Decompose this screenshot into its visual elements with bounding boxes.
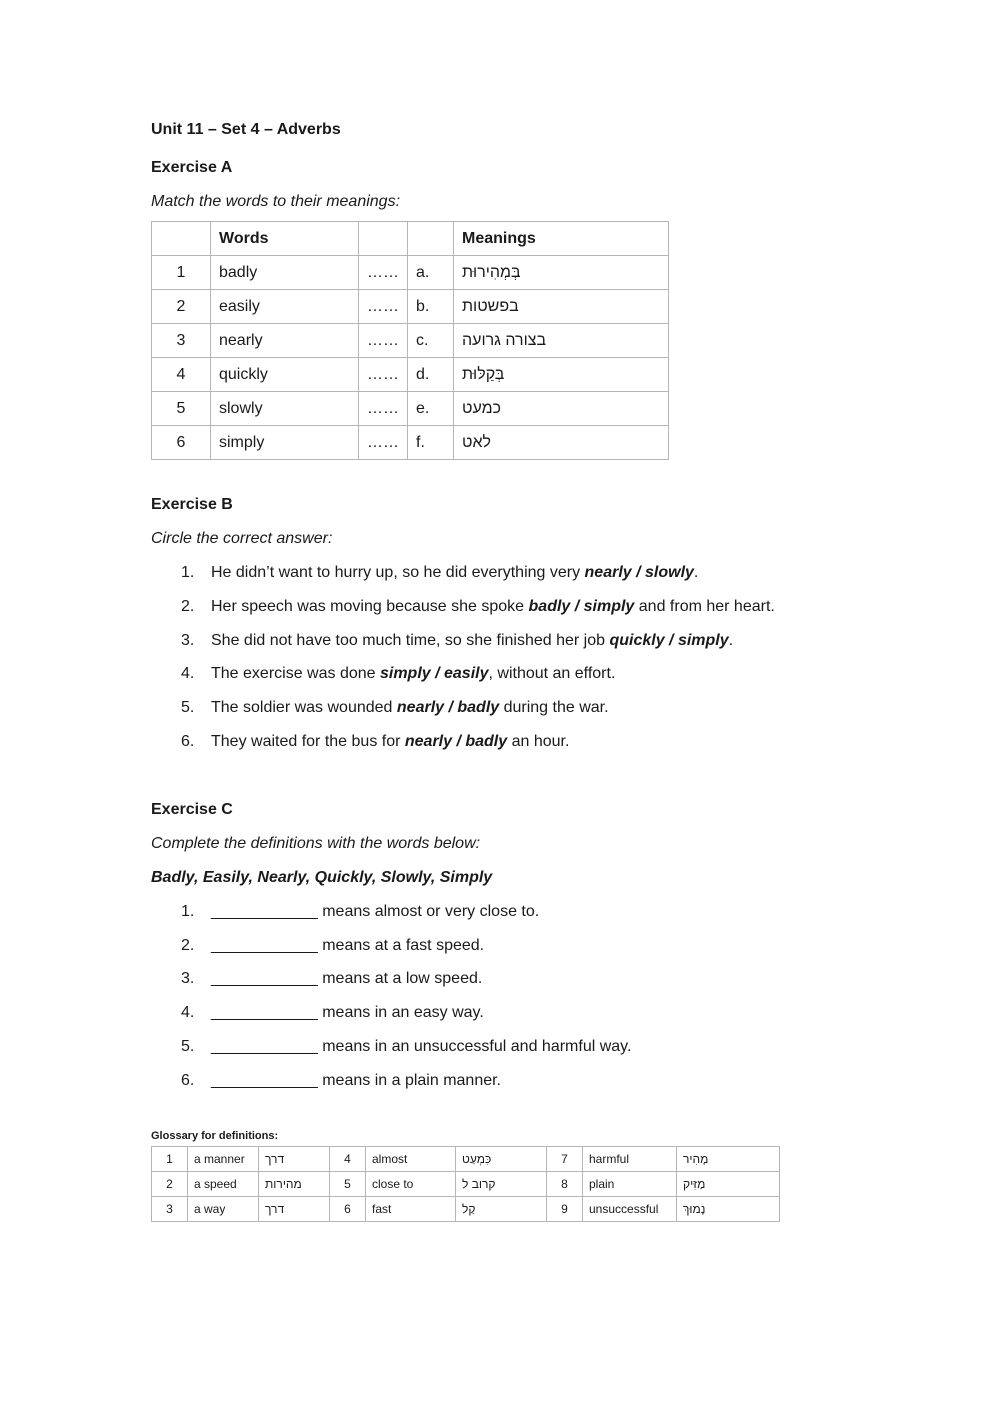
- row-number: 5: [152, 392, 211, 426]
- gloss-hebrew-text: מַזִּיק: [683, 1176, 706, 1191]
- gloss-hebrew-text: כִּמְעַט: [462, 1151, 492, 1166]
- row-meaning: [454, 324, 669, 358]
- item-number: 3.: [181, 970, 195, 988]
- sentence-start: They waited for the bus for: [211, 732, 405, 750]
- header-words: Words: [211, 222, 359, 256]
- gloss-num: 7: [547, 1146, 583, 1171]
- table-row: [152, 1196, 780, 1221]
- row-number: 4: [152, 358, 211, 392]
- row-meaning: [454, 290, 669, 324]
- exercise-b-list: [151, 556, 851, 759]
- answer-blank[interactable]: ……: [359, 290, 408, 324]
- worksheet: [151, 117, 851, 1222]
- header-meanings: Meanings: [454, 222, 669, 256]
- glossary-title: Glossary for definitions:: [151, 1129, 279, 1142]
- row-number: 6: [152, 426, 211, 460]
- table-row: [152, 426, 669, 460]
- gloss-hebrew: [677, 1171, 780, 1196]
- header-blank: [359, 222, 408, 256]
- answer-options[interactable]: nearly / slowly: [584, 564, 694, 581]
- definition-text[interactable]: ____________ means in an easy way.: [211, 1004, 484, 1022]
- sentence-end: and from her heart.: [634, 597, 775, 615]
- list-item: [151, 1064, 851, 1098]
- matching-table: [151, 221, 669, 460]
- row-letter: a.: [408, 256, 454, 290]
- answer-blank[interactable]: ……: [359, 426, 408, 460]
- item-number: 1.: [181, 564, 195, 581]
- answer-blank[interactable]: ……: [359, 324, 408, 358]
- gloss-hebrew-text: דרך: [265, 1151, 285, 1166]
- answer-options[interactable]: nearly / badly: [404, 732, 508, 750]
- table-row: [152, 358, 669, 392]
- word-bank: Badly, Easily, Nearly, Quickly, Slowly, Simply: [151, 868, 493, 886]
- row-word: nearly: [211, 324, 359, 358]
- meaning-text: בְּמְהִירוּת: [462, 263, 521, 281]
- exercise-c-instruction: Complete the definitions with the words below:: [151, 834, 481, 852]
- list-item: [151, 929, 851, 963]
- sentence-start: She did not have too much time, so she finished her job: [211, 631, 610, 649]
- gloss-word: plain: [583, 1171, 677, 1196]
- table-row: [152, 1171, 780, 1196]
- sentence-start: The soldier was wounded: [211, 699, 397, 717]
- item-number: 2.: [181, 936, 195, 954]
- gloss-word: fast: [366, 1196, 456, 1221]
- gloss-num: 5: [330, 1171, 366, 1196]
- row-number: 1: [152, 256, 211, 290]
- definition-text[interactable]: ____________ means at a low speed.: [211, 970, 483, 988]
- gloss-num: 8: [547, 1171, 583, 1196]
- list-item: [151, 691, 851, 725]
- gloss-num: 9: [547, 1196, 583, 1221]
- gloss-hebrew: [677, 1196, 780, 1221]
- definition-text[interactable]: ____________ means in an unsuccessful and harmful way.: [211, 1037, 632, 1055]
- gloss-hebrew-text: קַל: [462, 1201, 476, 1216]
- sentence-end: .: [728, 631, 734, 649]
- meaning-text: בפשטות: [462, 297, 519, 315]
- exercise-c-list: [151, 895, 851, 1098]
- answer-blank[interactable]: ……: [359, 358, 408, 392]
- definition-text[interactable]: ____________ means in a plain manner.: [211, 1071, 501, 1089]
- row-word: badly: [211, 256, 359, 290]
- list-item: [151, 725, 851, 759]
- item-number: 6.: [181, 1071, 195, 1089]
- item-number: 3.: [181, 631, 195, 649]
- gloss-word: almost: [366, 1146, 456, 1171]
- table-row: [152, 392, 669, 426]
- meaning-text: בצורה גרועה: [462, 331, 547, 349]
- item-number: 2.: [181, 597, 195, 615]
- meaning-text: בְּקַלּוּת: [462, 365, 505, 383]
- sentence-end: during the war.: [499, 699, 609, 717]
- gloss-hebrew-text: מהירות: [265, 1176, 302, 1191]
- gloss-hebrew-text: קרוב ל: [462, 1176, 496, 1191]
- answer-options[interactable]: badly / simply: [528, 597, 635, 615]
- sentence-start: Her speech was moving because she spoke: [211, 597, 529, 615]
- gloss-word: a manner: [188, 1146, 259, 1171]
- gloss-word: close to: [366, 1171, 456, 1196]
- page-title: Unit 11 – Set 4 – Adverbs: [151, 121, 341, 138]
- gloss-hebrew-text: נָמוּךְ: [683, 1201, 706, 1216]
- gloss-word: harmful: [583, 1146, 677, 1171]
- list-item: [151, 657, 851, 691]
- row-number: 2: [152, 290, 211, 324]
- row-word: simply: [211, 426, 359, 460]
- glossary-table: [151, 1146, 780, 1222]
- answer-options[interactable]: nearly / badly: [396, 699, 500, 717]
- row-meaning: [454, 358, 669, 392]
- gloss-num: 2: [152, 1171, 188, 1196]
- exercise-b-heading: Exercise B: [151, 496, 233, 513]
- exercise-a-instruction: Match the words to their meanings:: [151, 193, 401, 210]
- row-word: slowly: [211, 392, 359, 426]
- list-item: [151, 590, 851, 624]
- table-row: [152, 290, 669, 324]
- meaning-text: כמעט: [462, 399, 501, 417]
- row-word: easily: [211, 290, 359, 324]
- gloss-num: 3: [152, 1196, 188, 1221]
- exercise-b-instruction: Circle the correct answer:: [151, 530, 333, 547]
- gloss-hebrew-text: מָהִיר: [683, 1151, 709, 1166]
- list-item: [151, 1030, 851, 1064]
- gloss-word: a way: [188, 1196, 259, 1221]
- meaning-text: לאט: [462, 433, 491, 451]
- sentence-start: He didn’t want to hurry up, so he did everything very: [211, 564, 585, 581]
- row-letter: e.: [408, 392, 454, 426]
- gloss-hebrew: [677, 1146, 780, 1171]
- gloss-hebrew: [259, 1171, 330, 1196]
- definition-text[interactable]: ____________ means almost or very close to.: [211, 902, 540, 920]
- list-item: [151, 895, 851, 929]
- table-row: [152, 256, 669, 290]
- row-letter: f.: [408, 426, 454, 460]
- row-letter: c.: [408, 324, 454, 358]
- gloss-num: 6: [330, 1196, 366, 1221]
- sentence-end: .: [693, 564, 699, 581]
- matching-table-header: [152, 222, 669, 256]
- row-meaning: [454, 426, 669, 460]
- gloss-word: a speed: [188, 1171, 259, 1196]
- list-item: [151, 556, 851, 590]
- item-number: 1.: [181, 902, 195, 920]
- gloss-num: 1: [152, 1146, 188, 1171]
- row-letter: d.: [408, 358, 454, 392]
- table-row: [152, 1146, 780, 1171]
- answer-blank[interactable]: ……: [359, 256, 408, 290]
- gloss-hebrew: [456, 1196, 547, 1221]
- item-number: 6.: [181, 732, 195, 750]
- gloss-hebrew: [456, 1146, 547, 1171]
- row-meaning: [454, 256, 669, 290]
- row-number: 3: [152, 324, 211, 358]
- item-number: 5.: [181, 1037, 195, 1055]
- item-number: 4.: [181, 1004, 195, 1022]
- exercise-c-heading: Exercise C: [151, 800, 233, 818]
- gloss-hebrew: [259, 1196, 330, 1221]
- sentence-end: an hour.: [507, 732, 570, 750]
- answer-options[interactable]: quickly / simply: [609, 631, 729, 649]
- list-item: [151, 624, 851, 658]
- answer-options[interactable]: simply / easily: [379, 665, 489, 683]
- item-number: 4.: [181, 665, 195, 683]
- row-word: quickly: [211, 358, 359, 392]
- row-meaning: [454, 392, 669, 426]
- header-num: [152, 222, 211, 256]
- row-letter: b.: [408, 290, 454, 324]
- list-item: [151, 996, 851, 1030]
- table-row: [152, 324, 669, 358]
- sentence-start: The exercise was done: [211, 665, 380, 683]
- gloss-hebrew: [259, 1146, 330, 1171]
- answer-blank[interactable]: ……: [359, 392, 408, 426]
- sentence-end: , without an effort.: [488, 665, 616, 683]
- item-number: 5.: [181, 699, 195, 717]
- exercise-a-heading: Exercise A: [151, 159, 233, 176]
- gloss-hebrew-text: דרך: [265, 1201, 285, 1216]
- gloss-num: 4: [330, 1146, 366, 1171]
- header-letter: [408, 222, 454, 256]
- gloss-hebrew: [456, 1171, 547, 1196]
- definition-text[interactable]: ____________ means at a fast speed.: [211, 936, 485, 954]
- gloss-word: unsuccessful: [583, 1196, 677, 1221]
- list-item: [151, 962, 851, 996]
